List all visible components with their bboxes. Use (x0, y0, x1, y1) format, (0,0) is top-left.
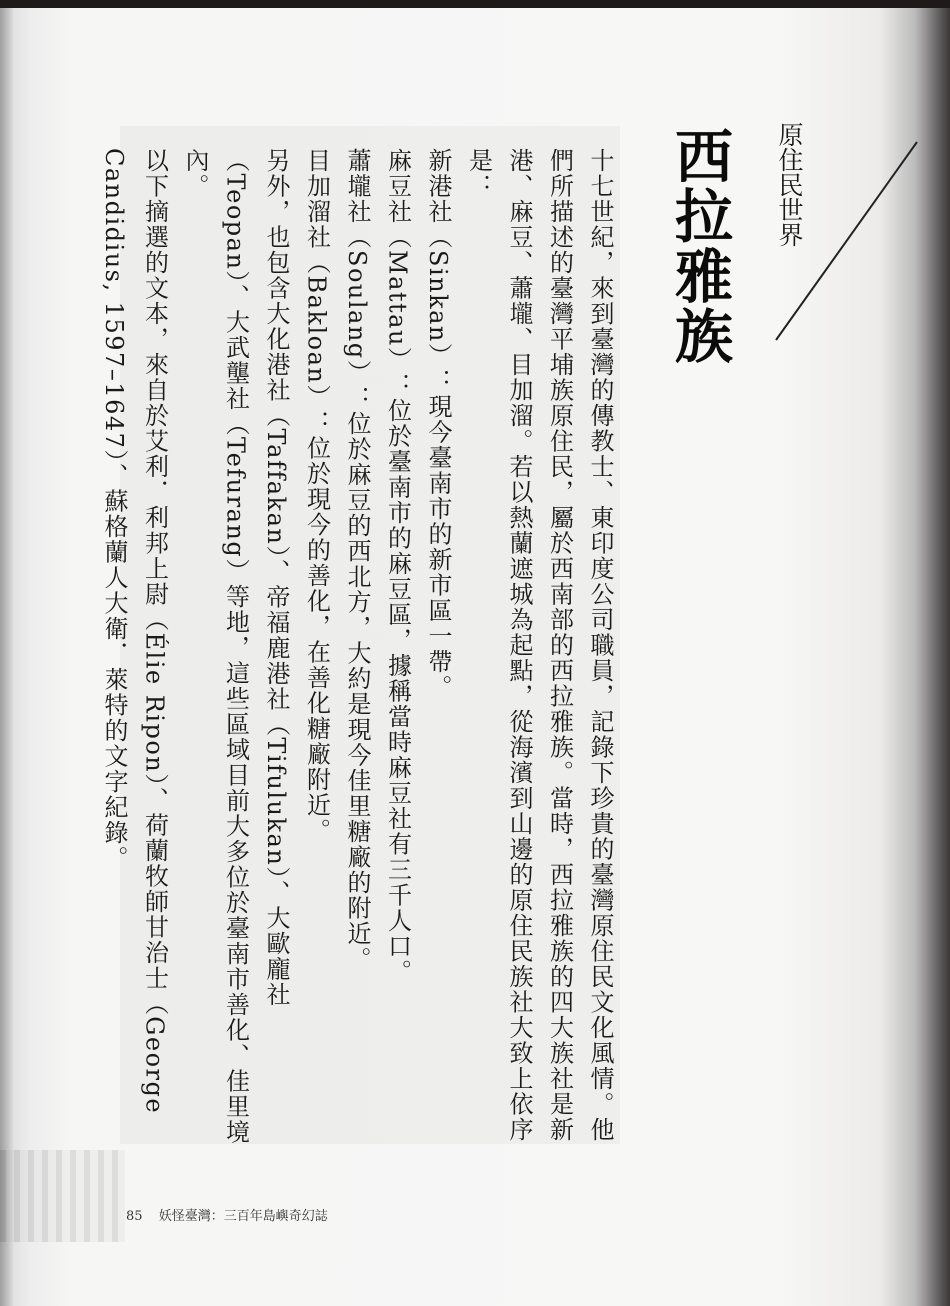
paragraph-bakloan: 目加溜社（Bakloan）：位於現今的善化，在善化糖廠附近。 (302, 148, 331, 844)
paragraph-sources: 以下摘選的文本，來自於艾利．利邦上尉（Élie Ripon）、荷蘭牧師甘治士（George Candidius, 1597–1647）、蘇格蘭人大衛．萊特的文字紀錄。 (100, 148, 169, 1115)
gutter-shadow (0, 8, 14, 1306)
chapter-title: 西拉雅族 (665, 126, 733, 366)
paragraph-soulang: 蕭壠社（Soulang）：位於麻豆的西北方，大約是現今佳里糖廠的附近。 (343, 148, 371, 972)
section-category: 原住民世界 (775, 122, 804, 247)
paragraph-intro: 十七世紀，來到臺灣的傳教士、東印度公司職員，記錄下珍貴的臺灣原住民文化風情。他們所描述的臺灣平埔族原住民，屬於西南部的西拉雅族。當時，西拉雅族的四大族社是新港、麻豆、蕭壠、目加溜。若以熱蘭遮城為起點，從海濱到山邊的原住民族社大致上依序是： (464, 148, 614, 1143)
paragraph-sinkan: 新港社（Sinkan）：現今臺南市的新市區一帶。 (424, 148, 452, 700)
paragraph-mattau: 麻豆社（Mattau）：位於臺南市的麻豆區，據稱當時麻豆社有三千人口。 (383, 148, 412, 985)
book-title: 妖怪臺灣：三百年島嶼奇幻誌 (158, 1209, 328, 1224)
page-number: 85 (126, 1209, 143, 1224)
body-text (94, 148, 621, 1148)
paragraph-other-villages: 另外，也包含大化港社（Taffakan）、帝福鹿港社（Tifulukan）、大歐龐社（Teopan）、大武壟社（Tefurang）等地，這些區域目前大多位於臺南市善化、佳里境內。 (181, 148, 290, 1145)
show-through-illustration (0, 1150, 125, 1242)
book-page (0, 8, 950, 1306)
page-footer (126, 1205, 328, 1224)
